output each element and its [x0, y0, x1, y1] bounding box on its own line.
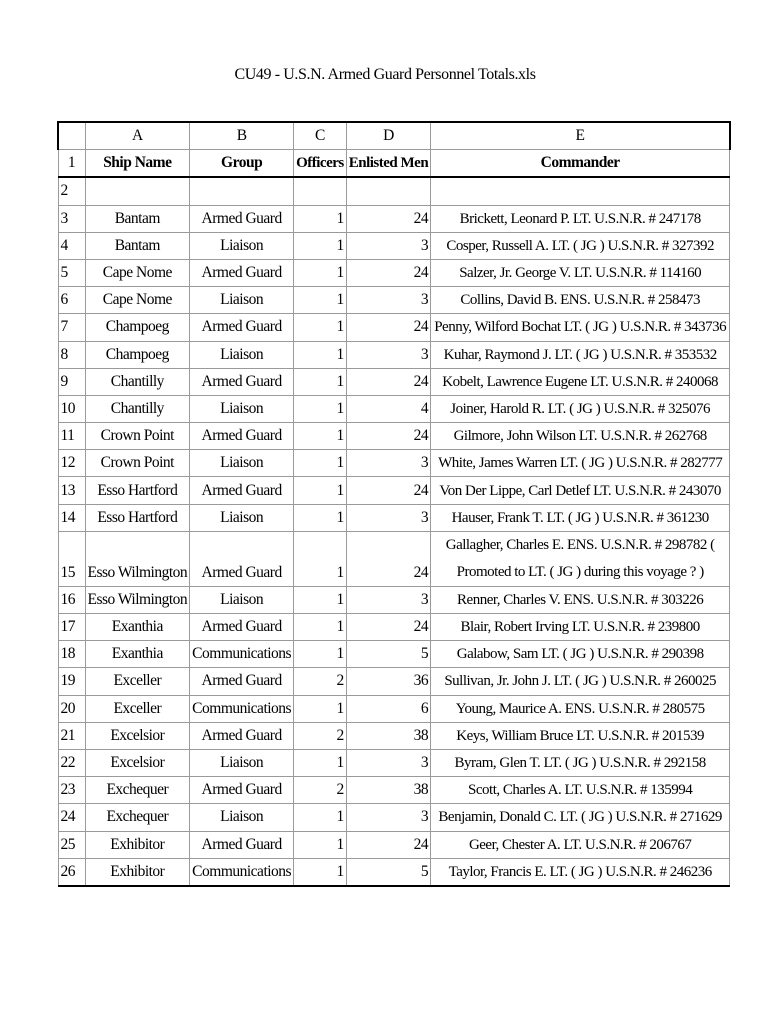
empty-cell[interactable]: [190, 177, 294, 205]
commander-cell[interactable]: Galabow, Sam LT. ( JG ) U.S.N.R. # 290398: [431, 641, 730, 668]
row-number[interactable]: 23: [58, 777, 85, 804]
enlisted-men-cell[interactable]: 3: [346, 749, 430, 776]
commander-cell[interactable]: Von Der Lippe, Carl Detlef LT. U.S.N.R. # 243070: [431, 477, 730, 504]
header-enlisted-men[interactable]: Enlisted Men: [346, 150, 430, 178]
ship-name-cell[interactable]: Esso Wilmington: [85, 531, 190, 586]
commander-cell[interactable]: Geer, Chester A. LT. U.S.N.R. # 206767: [431, 831, 730, 858]
officers-cell[interactable]: 1: [294, 368, 347, 395]
group-cell[interactable]: Armed Guard: [190, 777, 294, 804]
enlisted-men-cell[interactable]: 24: [346, 368, 430, 395]
column-letter-c[interactable]: C: [294, 122, 347, 150]
officers-cell[interactable]: 1: [294, 804, 347, 831]
commander-cell[interactable]: Byram, Glen T. LT. ( JG ) U.S.N.R. # 292158: [431, 749, 730, 776]
enlisted-men-cell[interactable]: 38: [346, 777, 430, 804]
officers-cell[interactable]: 1: [294, 232, 347, 259]
group-cell[interactable]: Liaison: [190, 450, 294, 477]
row-number[interactable]: 11: [58, 423, 85, 450]
row-number[interactable]: 15: [58, 531, 85, 586]
column-letter-a[interactable]: A: [85, 122, 190, 150]
officers-cell[interactable]: 1: [294, 314, 347, 341]
enlisted-men-cell[interactable]: 24: [346, 477, 430, 504]
ship-name-cell[interactable]: Bantam: [85, 205, 190, 232]
table-row: [58, 205, 730, 232]
row-number[interactable]: 1: [58, 150, 85, 178]
column-letter-row: [58, 122, 730, 150]
header-group[interactable]: Group: [190, 150, 294, 178]
officers-cell[interactable]: 1: [294, 504, 347, 531]
ship-name-cell[interactable]: Cape Nome: [85, 259, 190, 286]
commander-cell[interactable]: Renner, Charles V. ENS. U.S.N.R. # 303226: [431, 586, 730, 613]
enlisted-men-cell[interactable]: 4: [346, 395, 430, 422]
empty-cell[interactable]: [294, 177, 347, 205]
table-row: [58, 831, 730, 858]
group-cell[interactable]: Liaison: [190, 586, 294, 613]
officers-cell[interactable]: 2: [294, 668, 347, 695]
column-letter-b[interactable]: B: [190, 122, 294, 150]
commander-cell[interactable]: Kuhar, Raymond J. LT. ( JG ) U.S.N.R. # 353532: [431, 341, 730, 368]
officers-cell[interactable]: 1: [294, 395, 347, 422]
officers-cell[interactable]: 2: [294, 777, 347, 804]
group-cell[interactable]: Armed Guard: [190, 423, 294, 450]
table-row: [58, 858, 730, 886]
enlisted-men-cell[interactable]: 24: [346, 259, 430, 286]
table-row: [58, 341, 730, 368]
table-row: [58, 531, 730, 586]
officers-cell[interactable]: 2: [294, 722, 347, 749]
row-number[interactable]: 10: [58, 395, 85, 422]
ship-name-cell[interactable]: Exceller: [85, 695, 190, 722]
row-number[interactable]: 24: [58, 804, 85, 831]
officers-cell[interactable]: 1: [294, 423, 347, 450]
commander-cell[interactable]: Salzer, Jr. George V. LT. U.S.N.R. # 114160: [431, 259, 730, 286]
ship-name-cell[interactable]: Champoeg: [85, 314, 190, 341]
header-officers[interactable]: Officers: [294, 150, 347, 178]
ship-name-cell[interactable]: Exchequer: [85, 804, 190, 831]
ship-name-cell[interactable]: Bantam: [85, 232, 190, 259]
table-row: [58, 722, 730, 749]
row-number[interactable]: 14: [58, 504, 85, 531]
row-number[interactable]: 7: [58, 314, 85, 341]
officers-cell[interactable]: 1: [294, 749, 347, 776]
enlisted-men-cell[interactable]: 3: [346, 586, 430, 613]
enlisted-men-cell[interactable]: 3: [346, 341, 430, 368]
table-row: [58, 614, 730, 641]
ship-name-cell[interactable]: Exceller: [85, 668, 190, 695]
table-row: [58, 749, 730, 776]
ship-name-cell[interactable]: Excelsior: [85, 749, 190, 776]
blank-row: [58, 177, 730, 205]
row-number[interactable]: 2: [58, 177, 85, 205]
table-row: [58, 668, 730, 695]
group-cell[interactable]: Liaison: [190, 232, 294, 259]
enlisted-men-cell[interactable]: 24: [346, 423, 430, 450]
ship-name-cell[interactable]: Exanthia: [85, 641, 190, 668]
table-row: [58, 477, 730, 504]
group-cell[interactable]: Armed Guard: [190, 259, 294, 286]
corner-cell: [58, 122, 85, 150]
officers-cell[interactable]: 1: [294, 341, 347, 368]
enlisted-men-cell[interactable]: 36: [346, 668, 430, 695]
commander-cell[interactable]: Blair, Robert Irving LT. U.S.N.R. # 239800: [431, 614, 730, 641]
officers-cell[interactable]: 1: [294, 205, 347, 232]
empty-cell[interactable]: [85, 177, 190, 205]
row-number[interactable]: 13: [58, 477, 85, 504]
table-row: [58, 504, 730, 531]
group-cell[interactable]: Communications: [190, 695, 294, 722]
enlisted-men-cell[interactable]: 5: [346, 858, 430, 886]
empty-cell[interactable]: [346, 177, 430, 205]
row-number[interactable]: 12: [58, 450, 85, 477]
row-number[interactable]: 19: [58, 668, 85, 695]
group-cell[interactable]: Armed Guard: [190, 531, 294, 586]
officers-cell[interactable]: 1: [294, 831, 347, 858]
document-title: CU49 - U.S.N. Armed Guard Personnel Totals.xls: [234, 66, 536, 83]
ship-name-cell[interactable]: Exchequer: [85, 777, 190, 804]
row-number[interactable]: 3: [58, 205, 85, 232]
commander-cell[interactable]: Keys, William Bruce LT. U.S.N.R. # 201539: [431, 722, 730, 749]
table-row: [58, 423, 730, 450]
commander-cell[interactable]: Cosper, Russell A. LT. ( JG ) U.S.N.R. # 327392: [431, 232, 730, 259]
table-row: [58, 314, 730, 341]
enlisted-men-cell[interactable]: 6: [346, 695, 430, 722]
group-cell[interactable]: Armed Guard: [190, 831, 294, 858]
ship-name-cell[interactable]: Exhibitor: [85, 831, 190, 858]
group-cell[interactable]: Communications: [190, 641, 294, 668]
officers-cell[interactable]: 1: [294, 858, 347, 886]
ship-name-cell[interactable]: Esso Hartford: [85, 477, 190, 504]
table-row: [58, 368, 730, 395]
table-row: [58, 695, 730, 722]
commander-cell[interactable]: Benjamin, Donald C. LT. ( JG ) U.S.N.R. # 271629: [431, 804, 730, 831]
enlisted-men-cell[interactable]: 5: [346, 641, 430, 668]
officers-cell[interactable]: 1: [294, 695, 347, 722]
header-ship-name[interactable]: Ship Name: [85, 150, 190, 178]
enlisted-men-cell[interactable]: 3: [346, 287, 430, 314]
column-letter-d[interactable]: D: [346, 122, 430, 150]
group-cell[interactable]: Armed Guard: [190, 722, 294, 749]
ship-name-cell[interactable]: Champoeg: [85, 341, 190, 368]
officers-cell[interactable]: 1: [294, 477, 347, 504]
commander-cell[interactable]: Gallagher, Charles E. ENS. U.S.N.R. # 298782 ( Promoted to LT. ( JG ) during this voyage ? ): [431, 531, 730, 586]
group-cell[interactable]: Armed Guard: [190, 368, 294, 395]
ship-name-cell[interactable]: Esso Wilmington: [85, 586, 190, 613]
commander-cell[interactable]: White, James Warren LT. ( JG ) U.S.N.R. # 282777: [431, 450, 730, 477]
enlisted-men-cell[interactable]: 24: [346, 831, 430, 858]
row-number[interactable]: 17: [58, 614, 85, 641]
enlisted-men-cell[interactable]: 3: [346, 232, 430, 259]
commander-cell[interactable]: Sullivan, Jr. John J. LT. ( JG ) U.S.N.R. # 260025: [431, 668, 730, 695]
ship-name-cell[interactable]: Exanthia: [85, 614, 190, 641]
row-number[interactable]: 18: [58, 641, 85, 668]
header-commander[interactable]: Commander: [431, 150, 730, 178]
group-cell[interactable]: Liaison: [190, 749, 294, 776]
commander-cell[interactable]: Brickett, Leonard P. LT. U.S.N.R. # 247178: [431, 205, 730, 232]
enlisted-men-cell[interactable]: 38: [346, 722, 430, 749]
commander-cell[interactable]: Kobelt, Lawrence Eugene LT. U.S.N.R. # 240068: [431, 368, 730, 395]
ship-name-cell[interactable]: Exhibitor: [85, 858, 190, 886]
officers-cell[interactable]: 1: [294, 531, 347, 586]
enlisted-men-cell[interactable]: 3: [346, 450, 430, 477]
commander-cell[interactable]: Collins, David B. ENS. U.S.N.R. # 258473: [431, 287, 730, 314]
ship-name-cell[interactable]: Cape Nome: [85, 287, 190, 314]
officers-cell[interactable]: 1: [294, 450, 347, 477]
officers-cell[interactable]: 1: [294, 259, 347, 286]
enlisted-men-cell[interactable]: 24: [346, 314, 430, 341]
table-row: [58, 395, 730, 422]
row-number[interactable]: 4: [58, 232, 85, 259]
officers-cell[interactable]: 1: [294, 614, 347, 641]
table-row: [58, 450, 730, 477]
commander-cell[interactable]: Gilmore, John Wilson LT. U.S.N.R. # 262768: [431, 423, 730, 450]
row-number[interactable]: 26: [58, 858, 85, 886]
ship-name-cell[interactable]: Excelsior: [85, 722, 190, 749]
officers-cell[interactable]: 1: [294, 641, 347, 668]
ship-name-cell[interactable]: Crown Point: [85, 423, 190, 450]
group-cell[interactable]: Liaison: [190, 341, 294, 368]
row-number[interactable]: 5: [58, 259, 85, 286]
group-cell[interactable]: Armed Guard: [190, 314, 294, 341]
row-number[interactable]: 22: [58, 749, 85, 776]
table-row: [58, 777, 730, 804]
commander-cell[interactable]: Young, Maurice A. ENS. U.S.N.R. # 280575: [431, 695, 730, 722]
enlisted-men-cell[interactable]: 24: [346, 531, 430, 586]
group-cell[interactable]: Communications: [190, 858, 294, 886]
ship-name-cell[interactable]: Chantilly: [85, 395, 190, 422]
group-cell[interactable]: Armed Guard: [190, 668, 294, 695]
group-cell[interactable]: Armed Guard: [190, 614, 294, 641]
table-row: [58, 641, 730, 668]
ship-name-cell[interactable]: Chantilly: [85, 368, 190, 395]
row-number[interactable]: 16: [58, 586, 85, 613]
table-row: [58, 804, 730, 831]
enlisted-men-cell[interactable]: 24: [346, 205, 430, 232]
group-cell[interactable]: Liaison: [190, 287, 294, 314]
group-cell[interactable]: Liaison: [190, 804, 294, 831]
group-cell[interactable]: Armed Guard: [190, 477, 294, 504]
table-row: [58, 586, 730, 613]
commander-cell[interactable]: Joiner, Harold R. LT. ( JG ) U.S.N.R. # 325076: [431, 395, 730, 422]
commander-cell[interactable]: Scott, Charles A. LT. U.S.N.R. # 135994: [431, 777, 730, 804]
row-number[interactable]: 6: [58, 287, 85, 314]
spreadsheet-table: [57, 121, 731, 887]
commander-cell[interactable]: Penny, Wilford Bochat LT. ( JG ) U.S.N.R. # 343736: [431, 314, 730, 341]
enlisted-men-cell[interactable]: 3: [346, 504, 430, 531]
empty-cell[interactable]: [431, 177, 730, 205]
row-number[interactable]: 8: [58, 341, 85, 368]
ship-name-cell[interactable]: Esso Hartford: [85, 504, 190, 531]
table-row: [58, 232, 730, 259]
group-cell[interactable]: Liaison: [190, 395, 294, 422]
commander-cell[interactable]: Hauser, Frank T. LT. ( JG ) U.S.N.R. # 361230: [431, 504, 730, 531]
header-row: [58, 150, 730, 178]
enlisted-men-cell[interactable]: 24: [346, 614, 430, 641]
row-number[interactable]: 20: [58, 695, 85, 722]
row-number[interactable]: 21: [58, 722, 85, 749]
enlisted-men-cell[interactable]: 3: [346, 804, 430, 831]
commander-cell[interactable]: Taylor, Francis E. LT. ( JG ) U.S.N.R. # 246236: [431, 858, 730, 886]
group-cell[interactable]: Armed Guard: [190, 205, 294, 232]
row-number[interactable]: 25: [58, 831, 85, 858]
officers-cell[interactable]: 1: [294, 287, 347, 314]
column-letter-e[interactable]: E: [431, 122, 730, 150]
row-number[interactable]: 9: [58, 368, 85, 395]
ship-name-cell[interactable]: Crown Point: [85, 450, 190, 477]
table-row: [58, 259, 730, 286]
table-row: [58, 287, 730, 314]
officers-cell[interactable]: 1: [294, 586, 347, 613]
group-cell[interactable]: Liaison: [190, 504, 294, 531]
